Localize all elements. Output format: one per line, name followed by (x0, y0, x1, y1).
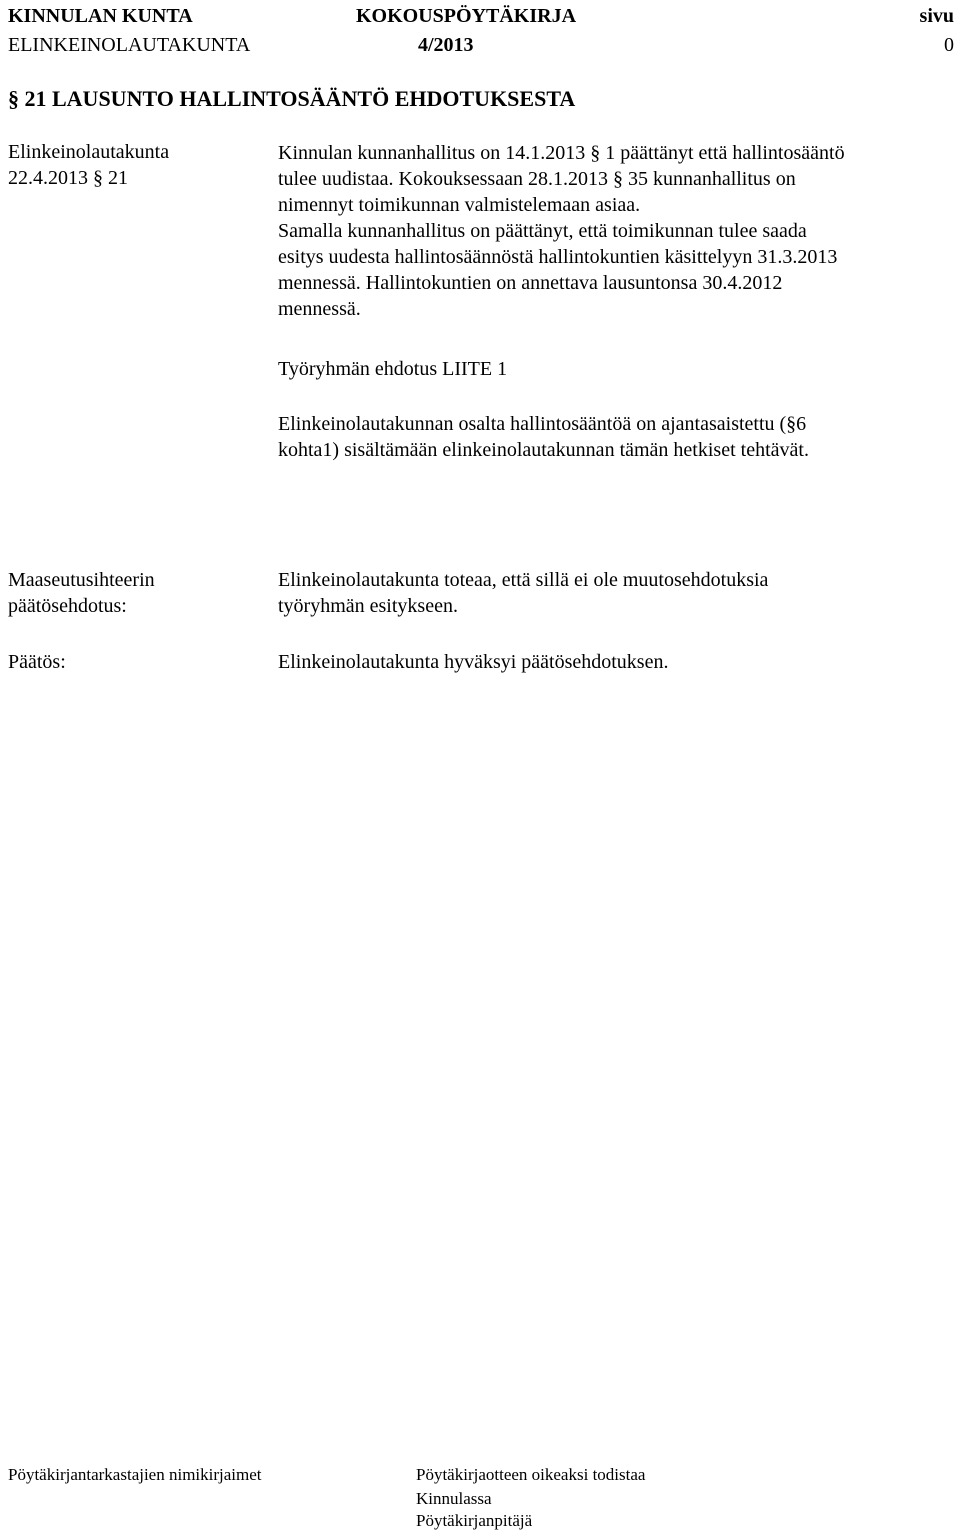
meeting-number: 4/2013 (418, 34, 474, 56)
footer-place: Kinnulassa (416, 1489, 492, 1508)
municipality-name: KINNULAN KUNTA (8, 5, 193, 27)
proposal-text (278, 567, 958, 619)
paragraph-line: työryhmän esitykseen. (278, 595, 458, 617)
paragraph-line: nimennyt toimikunnan valmistelemaan asiaa. (278, 194, 641, 216)
footer-certification: Pöytäkirjaotteen oikeaksi todistaa (416, 1465, 646, 1484)
paragraph-line: mennessä. (278, 298, 361, 320)
paragraph-line: Elinkeinolautakunta toteaa, että sillä ei ole muutosehdotuksia (278, 569, 769, 591)
paragraph-line: mennessä. Hallintokuntien on annettava lausuntonsa 30.4.2012 (278, 272, 783, 294)
board-label: Elinkeinolautakunta (8, 141, 170, 163)
proposal-label-title: Maaseutusihteerin (8, 569, 155, 591)
background-paragraph (278, 140, 958, 322)
document-type: KOKOUSPÖYTÄKIRJA (356, 5, 577, 27)
paragraph-line: esitys uudesta hallintosäännöstä hallintokuntien käsittelyyn 31.3.2013 (278, 246, 838, 268)
footer-reviewers-initials: Pöytäkirjantarkastajien nimikirjaimet (8, 1465, 262, 1484)
section-title: § 21 LAUSUNTO HALLINTOSÄÄNTÖ EHDOTUKSESTA (8, 86, 576, 111)
paragraph-line: Kinnulan kunnanhallitus on 14.1.2013 § 1 päättänyt että hallintosääntö (278, 142, 845, 164)
page-label: sivu (919, 5, 954, 27)
paragraph-line: Elinkeinolautakunnan osalta hallintosääntöä on ajantasaistettu (§6 (278, 413, 807, 435)
paragraph-line: kohta1) sisältämään elinkeinolautakunnan tämän hetkiset tehtävät. (278, 439, 809, 461)
proposal-label: päätösehdotus: (8, 595, 127, 617)
page-number: 0 (944, 34, 954, 56)
decision-text-block (278, 649, 958, 675)
attachment-reference (278, 356, 958, 382)
decision-label: Päätös: (8, 651, 66, 673)
paragraph-line: Samalla kunnanhallitus on päättänyt, että toimikunnan tulee saada (278, 220, 807, 242)
board-name: ELINKEINOLAUTAKUNTA (8, 34, 251, 56)
update-paragraph (278, 411, 958, 463)
footer-secretary: Pöytäkirjanpitäjä (416, 1511, 533, 1530)
decision-text: Elinkeinolautakunta hyväksyi päätösehdotuksen. (278, 651, 669, 673)
meeting-reference: 22.4.2013 § 21 (8, 167, 128, 189)
paragraph-line: tulee uudistaa. Kokouksessaan 28.1.2013 § 35 kunnanhallitus on (278, 168, 796, 190)
attachment-text: Työryhmän ehdotus LIITE 1 (278, 358, 508, 380)
